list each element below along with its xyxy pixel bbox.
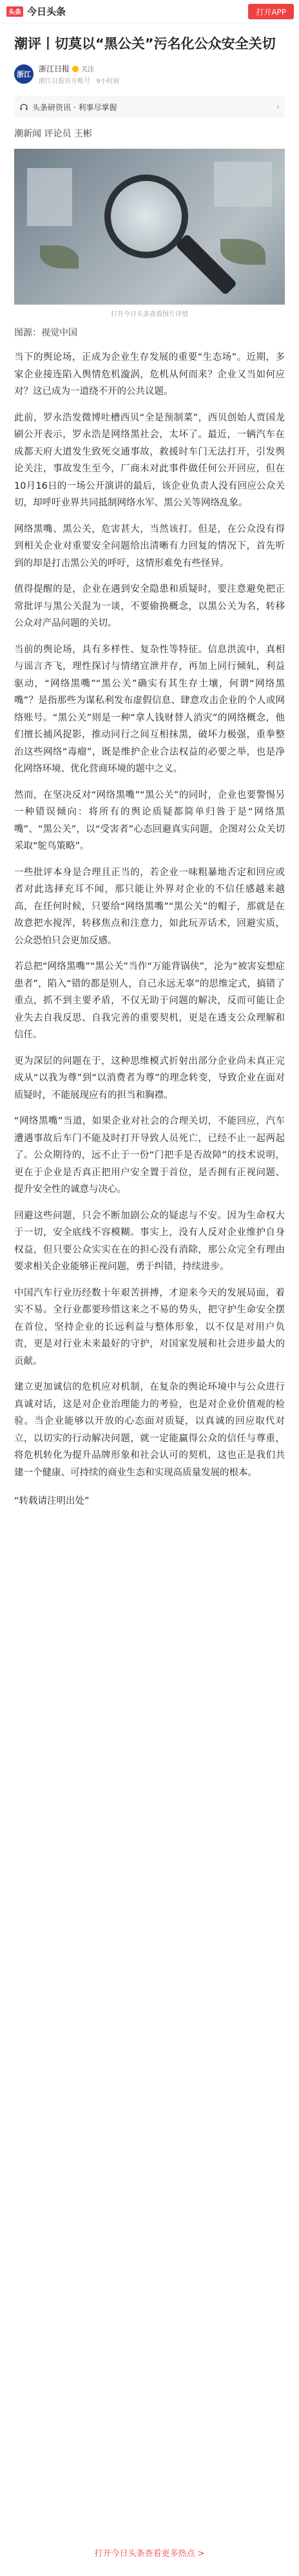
author-meta — [39, 63, 120, 85]
related-news-bar[interactable] — [14, 96, 285, 118]
headset-icon — [19, 102, 28, 111]
article-paragraph: 若总把“网络黑嘴”“黑公关”当作“万能背锅侠”，沦为“被害妄想症患者”，陷入“错的都是别人，自己永远无辜”的思维定式，搞错了重点，抓不到主要矛盾，不仅无助于问题的解决，反而可能让企业失去自我反思、自我完善的重要契机，更是在透支公众理解和信任。 — [14, 961, 285, 1040]
article-paragraph: 一些批评本身是合理且正当的，若企业一味粗暴地否定和回应或者对此选择充耳不闻，那只能让外界对企业的不信任感越来越高，在任何时候，只要给“网络黑嘴”“黑公关”的帽子，那就是在故意把水搅浑，转移焦点和注意力，如此玩弄话术，回避实质，公众恐怕只会更加反感。 — [14, 867, 285, 946]
open-app-button[interactable]: 打开APP — [248, 4, 294, 19]
article-paragraph: 然而，在坚决反对“网络黑嘴”“黑公关”的同时，企业也要警惕另一种错误倾向：将所有的舆论质疑都简单归咎于是“网络黑嘴”、“黑公关”，以“受害者”心态回避真实问题，企图对公众关切采取“鸵鸟策略”。 — [14, 790, 285, 851]
article-paragraph: 更为深层的问题在于，这种思维模式折射出部分企业尚未真正完成从“以我为尊”到“以消费者为尊”的理念转变，导致企业在面对质疑时，不能展现应有的担当和胸襟。 — [14, 1056, 285, 1101]
app-name[interactable]: 今日头条 — [27, 6, 66, 17]
article-content — [0, 23, 299, 1510]
open-app-more-link[interactable]: 打开今日头条查看更多热点 > — [94, 2549, 205, 2559]
author-avatar[interactable]: 浙江 — [14, 64, 34, 84]
magnifier-icon — [104, 175, 188, 258]
app-top-bar — [0, 0, 299, 23]
article-paragraph: 此前，罗永浩发微博吐槽西贝“全是预制菜”，西贝创始人贾国龙刷公开表示，罗永浩是网络黑社会，太坏了。最近，一辆汽车在成都天府大道发生致死交通事故，救援时车门无法打开，引发舆论关注，事故发生至今，厂商未对此事件做任何公开回应，但在10月16日的一场公开演讲的最后，该企业负责人没有回应公众关切，却呼吁业界共同抵制网络水军、黑公关等网络乱象。 — [14, 412, 285, 508]
article-paragraph: 值得提醒的是，企业在遇到安全隐患和质疑时，要注意避免把正常批评与黑公关混为一谈，不要偷换概念，以黑公关为名，转移公众对产品问题的关切。 — [14, 584, 285, 629]
app-logo[interactable]: 头条 — [6, 6, 23, 17]
article-title: 潮评丨切莫以“黑公关”污名化公众安全关切 — [14, 36, 276, 52]
author-row — [14, 62, 285, 86]
related-bar-text: 头条研资讯 · 利事尽掌握 — [32, 102, 117, 112]
verified-icon — [72, 66, 79, 72]
article-paragraph: 当前的舆论场，具有多样性、复杂性等特征。信息洪流中，真相与谣言齐飞，理性探讨与情绪宣泄并存，再加上同行倾轧，利益驱动，“网络黑嘴”“黑公关”确实有其生存土壤，何谓“网络黑嘴”？是指那些为谋私利发布虚假信息、肆意攻击企业的个人或网络账号。“黑公关”则是一种“拿人钱财替人消灾”的网络概念，他们擅长捕风捉影，推动同行之间互相抹黑，破坏力极强，重拳整治这些网络“毒瘤”，既是维护企业合法权益的必要之举，也是净化网络环境、优化营商环境的题中之义。 — [14, 644, 285, 774]
publish-time: 9小时前 — [96, 78, 120, 85]
follow-button[interactable]: 关注 — [81, 66, 95, 73]
article-paragraph: 回避这些问题，只会不断加剧公众的疑虑与不安。因为生命权大于一切，安全底线不容模糊。事实上，没有人反对企业维护自身权益，但只要公众实实在在的担心没有消除，那公众完全有理由要求相关企业能够正视问题，勇于纠错，持续进步。 — [14, 1210, 285, 1272]
chevron-right-icon: › — [276, 102, 280, 112]
byline: 潮新闻 评论员 王彬 — [14, 129, 92, 139]
article-paragraph: 网络黑嘴、黑公关，危害甚大，当然该打。但是，在公众没有得到相关企业对重要安全问题给出清晰有力回复的情况下，首先听到的却是打击黑公关的呼吁，这情形难免有些怪异。 — [14, 524, 285, 569]
article-paragraph: “网络黑嘴”当道，如果企业对社会的合理关切，不能回应，汽车遭遇事故后车门不能及时打开导致人员死亡，已经不止一起两起了。公众期待的，远不止于一份“门把手是否故障”的技术说明，更在于企业是否真正把用户安全置于首位，是否拥有正视问题、提升安全性的诚意与决心。 — [14, 1116, 285, 1195]
article-paragraph: 中国汽车行业历经数十年艰苦拼搏，才迎来今天的发展局面，着实不易。全行业都要珍惜这来之不易的势头，把守护生命安全摆在首位，坚持企业的长远利益与整体形象，以不仅是对用户负责，更是对行业未来最好的守护，对国家发展和社会进步最大的贡献。 — [14, 1287, 285, 1367]
author-subtitle: 浙江日报官方账号 — [39, 78, 90, 85]
article-paragraph: 当下的舆论场，正成为企业生存发展的重要“生态场”。近期，多家企业接连陷入舆情危机漩涡，危机从何而来？企业又当如何应对？这已成为一道绕不开的公共议题。 — [14, 352, 285, 397]
reprint-note: “转载请注明出处” — [14, 1496, 90, 1506]
image-source: 图源：视觉中国 — [14, 328, 77, 338]
author-name[interactable]: 浙江日报 — [39, 64, 70, 73]
image-caption[interactable]: 打开今日头条查看图片详情 — [111, 311, 188, 318]
article-image[interactable] — [14, 149, 285, 305]
article-paragraph: 建立更加诚信的危机应对机制，在复杂的舆论环境中与公众进行真诚对话，这是对企业治理能力的考验，也是对企业价值观的检验。当企业能够以开放的心态面对质疑，以真诚的回应取代对立，以切实的行动解决问题，就一定能赢得公众的信任与尊重，将危机转化为提升品牌形象和社会认可的契机，这也正是我们共建一个健康、可持续的商业生态和实现高质量发展的根本。 — [14, 1382, 285, 1478]
